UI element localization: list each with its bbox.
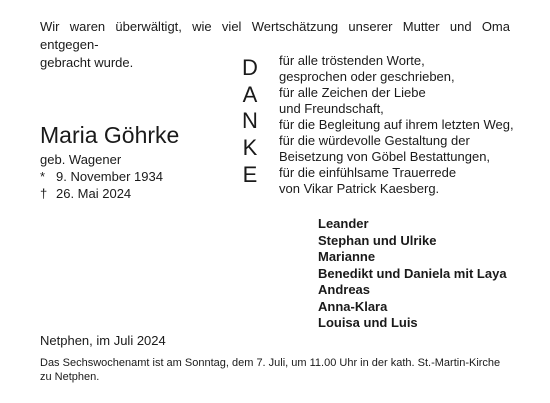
danke-vertical: [238, 55, 262, 189]
family-member: Leander: [318, 216, 369, 231]
danke-letter: N: [242, 108, 258, 134]
mass-notice: [40, 356, 510, 384]
life-dates: [40, 168, 240, 202]
thanks-list: [279, 53, 539, 197]
thanks-line: und Freundschaft,: [279, 101, 384, 116]
birth-row: [40, 168, 240, 185]
danke-letter: D: [242, 55, 258, 80]
thanks-line: Beisetzung von Göbel Bestattungen,: [279, 149, 491, 164]
deceased-block: [40, 121, 240, 202]
danke-letter: E: [242, 161, 258, 187]
place-date: Netphen, im Juli 2024: [40, 333, 166, 348]
deceased-name: Maria Göhrke: [40, 122, 180, 148]
thanks-line: für die Begleitung auf ihrem letzten Weg,: [279, 117, 514, 132]
thanks-item: [279, 85, 539, 117]
thanks-item: [279, 133, 539, 165]
intro-line: Wir waren überwältigt, wie viel Wertschätzung unserer Mutter und Oma entgegen-: [40, 19, 510, 52]
thanks-line: für die einfühlsame Trauerrede: [279, 165, 457, 180]
thanks-item: [279, 53, 539, 85]
intro-line: gebracht wurde.: [40, 55, 134, 70]
danke-letter: A: [242, 81, 258, 107]
thanks-item: [279, 165, 539, 197]
family-member: Andreas: [318, 282, 371, 297]
family-member: Anna-Klara: [318, 298, 388, 314]
death-date: 26. Mai 2024: [56, 186, 132, 201]
thanks-line: gesprochen oder geschrieben,: [279, 69, 455, 84]
family-member: Louisa und Luis: [318, 315, 418, 330]
mass-notice-line: zu Netphen.: [40, 371, 100, 383]
thanks-line: für alle Zeichen der Liebe: [279, 85, 426, 100]
death-row: [40, 185, 240, 202]
family-member: Stephan und Ulrike: [318, 232, 437, 248]
death-symbol: †: [40, 186, 48, 201]
family-member: Benedikt und Daniela mit Laya: [318, 265, 507, 281]
thanks-line: von Vikar Patrick Kaesberg.: [279, 181, 440, 196]
danke-letter: K: [242, 135, 258, 161]
thanks-line: für alle tröstenden Worte,: [279, 53, 425, 68]
birth-date: 9. November 1934: [56, 169, 163, 184]
family-signatures: [318, 216, 538, 332]
birth-symbol: *: [40, 169, 46, 184]
maiden-name: geb. Wagener: [40, 152, 122, 167]
mass-notice-line: Das Sechswochenamt ist am Sonntag, dem 7. Juli, um 11.00 Uhr in der kath. St.-Martin-Kirche: [40, 357, 501, 369]
thanks-item: [279, 117, 539, 133]
family-member: Marianne: [318, 249, 376, 264]
thanks-line: für die würdevolle Gestaltung der: [279, 133, 470, 148]
